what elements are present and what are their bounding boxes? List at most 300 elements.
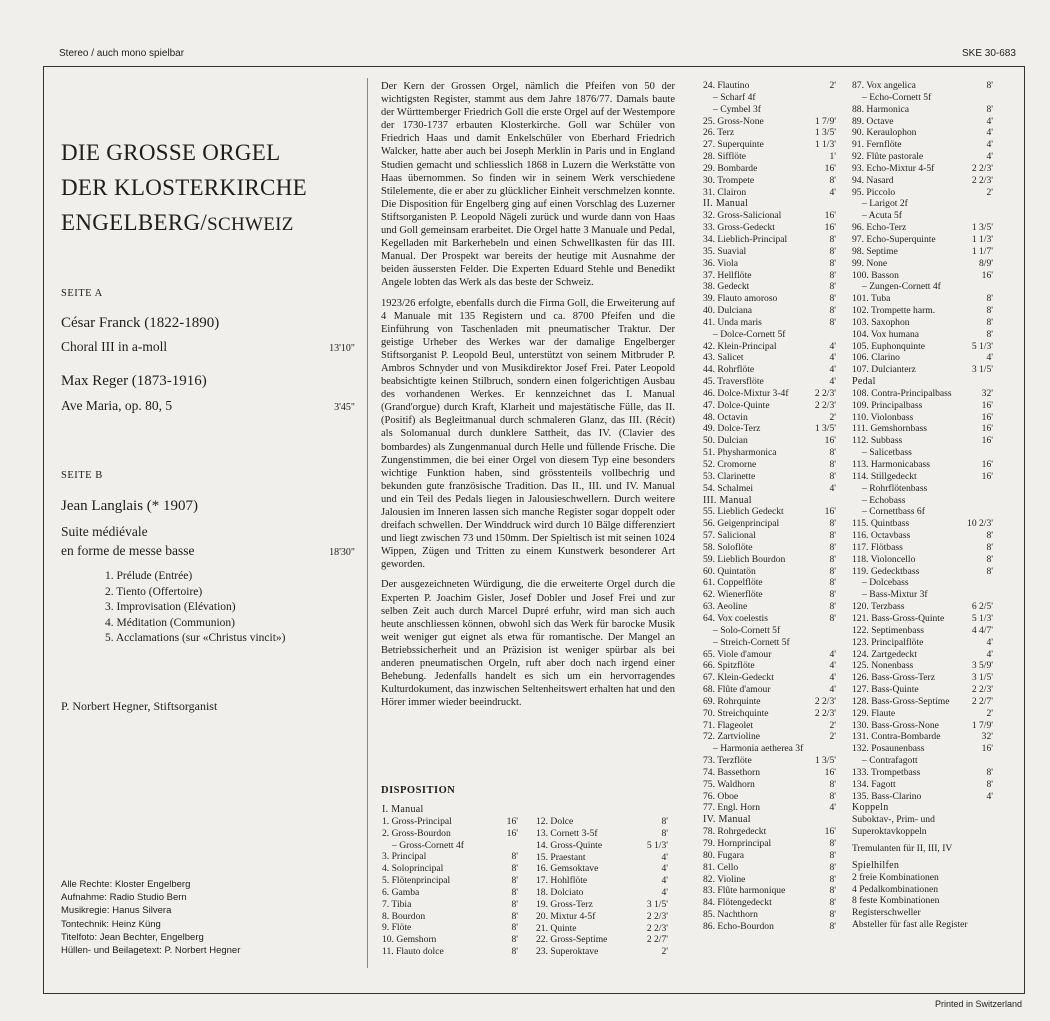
- stop-pitch: 4': [661, 875, 668, 887]
- stop-row: [852, 341, 993, 353]
- stop-row: [852, 684, 993, 696]
- stop-pitch: 2': [829, 411, 836, 423]
- stop-row: [703, 708, 836, 720]
- stop-row: [852, 542, 993, 554]
- stop-name: 104. Vox humana: [852, 328, 920, 340]
- stop-row: [703, 447, 836, 459]
- stop-row: [703, 791, 836, 803]
- stereo-note: Stereo / auch mono spielbar: [59, 48, 185, 59]
- stop-row: [852, 364, 993, 376]
- stop-row: [703, 116, 836, 128]
- stop-row: [703, 649, 836, 661]
- stop-name: 74. Bassethorn: [703, 766, 761, 778]
- movement-item: 4. Méditation (Communion): [105, 616, 236, 629]
- stop-name: 69. Rohrquinte: [703, 695, 761, 707]
- stop-name: – Salicetbass: [862, 447, 912, 459]
- stop-pitch: 8': [829, 849, 836, 861]
- stop-row: [852, 483, 993, 495]
- stop-pitch: 1 1/3': [814, 139, 836, 151]
- stop-pitch: 2': [829, 719, 836, 731]
- stop-row: [703, 471, 836, 483]
- stop-name: 135. Bass-Clarino: [852, 790, 922, 802]
- stop-name: 39. Flauto amoroso: [703, 293, 778, 305]
- credits: [61, 878, 240, 957]
- stop-row: [703, 779, 836, 791]
- stop-row: [382, 851, 518, 863]
- stop-name: 114. Stillgedeckt: [852, 470, 917, 482]
- stop-row: [852, 518, 993, 530]
- stop-pitch: 1 3/5': [814, 127, 836, 139]
- stop-pitch: 4': [829, 340, 836, 352]
- stop-row: [536, 887, 668, 899]
- stop-name: 101. Tuba: [852, 293, 891, 305]
- stop-pitch: 16': [981, 459, 993, 470]
- stop-pitch: 4': [829, 648, 836, 660]
- stop-pitch: 4': [661, 887, 668, 899]
- stop-name: 22. Gross-Septime: [536, 934, 608, 946]
- stop-name: 17. Hohlflöte: [536, 875, 588, 887]
- stop-pitch: 16': [506, 827, 518, 839]
- stop-row: [852, 826, 993, 838]
- stop-pitch: 2': [829, 80, 836, 91]
- stop-pitch: 16': [981, 411, 993, 423]
- stop-row: [703, 139, 836, 151]
- stop-pitch: 8': [829, 577, 836, 589]
- stop-pitch: 2 2/7': [971, 695, 993, 707]
- stop-pitch: 4': [829, 672, 836, 684]
- stop-name: – Acuta 5f: [862, 210, 902, 222]
- stop-name: 46. Dolce-Mixtur 3-4f: [703, 387, 789, 399]
- stop-pitch: 8': [986, 541, 993, 553]
- stop-name: 76. Oboe: [703, 790, 739, 802]
- stop-name: 55. Lieblich Gedeckt: [703, 506, 784, 518]
- stop-row: [536, 899, 668, 911]
- stop-name: 26. Terz: [703, 127, 735, 139]
- stop-row: [852, 127, 993, 139]
- organist-name: P. Norbert Hegner, Stiftsorganist: [61, 699, 218, 713]
- stop-row: [852, 187, 993, 199]
- stop-name: 107. Dulcianterz: [852, 364, 916, 376]
- stop-name: 23. Superoktave: [536, 946, 599, 958]
- stop-row: [852, 412, 993, 424]
- stop-pitch: 2': [986, 186, 993, 198]
- stop-pitch: 8': [829, 245, 836, 257]
- stop-name: 35. Suavial: [703, 245, 747, 257]
- stop-row: [703, 862, 836, 874]
- stop-pitch: 2 2/3': [646, 922, 668, 934]
- stop-row: [703, 163, 836, 175]
- stop-pitch: 8': [986, 565, 993, 577]
- stop-row: [703, 838, 836, 850]
- stop-name: 28. Sifflöte: [703, 151, 746, 163]
- stop-name: 59. Lieblich Bourdon: [703, 553, 786, 565]
- stop-row: [703, 909, 836, 921]
- stop-row: [703, 80, 836, 92]
- stop-pitch: 2 2/7': [646, 934, 668, 946]
- stop-name: 118. Violoncello: [852, 553, 916, 565]
- stop-name: 92. Flûte pastorale: [852, 151, 924, 163]
- stop-row: [852, 175, 993, 187]
- division-heading: IV. Manual: [703, 814, 751, 826]
- stop-name: 95. Piccolo: [852, 186, 896, 198]
- stop-name: 82. Violine: [703, 873, 746, 885]
- stop-row: [852, 530, 993, 542]
- stop-row: [852, 589, 993, 601]
- stop-pitch: 4': [829, 186, 836, 198]
- stop-row: [852, 92, 993, 104]
- stop-row: [703, 222, 836, 234]
- stop-pitch: 4': [986, 648, 993, 660]
- stop-row: [852, 388, 993, 400]
- stop-pitch: 8': [986, 293, 993, 305]
- stop-row: [536, 840, 668, 852]
- stop-pitch: 32': [981, 387, 993, 399]
- stop-name: 34. Lieblich-Principal: [703, 233, 788, 245]
- stop-name: – Rohrflötenbass: [862, 482, 928, 494]
- stop-name: 96. Echo-Terz: [852, 222, 907, 234]
- stop-pitch: 8': [511, 898, 518, 910]
- stop-name: 29. Bombarde: [703, 162, 758, 174]
- division-heading: Pedal: [852, 376, 876, 388]
- stop-row: [703, 530, 836, 542]
- stop-name: 3. Principal: [382, 851, 427, 863]
- article-paragraph: Der Kern der Grossen Orgel, nämlich die Pfeifen von 50 der wichtigsten Register, stammt aus dem Jahre 1876/77. Damals baute der Württemberger Friedrich Goll die erste Orgel auf der Westempore der 1730-1737 erbauten Klosterkirche. Goll war Schüler von Friedrich Haas und damit Enkelschüler von Eberhard Friedrich Walcker, hatte aber auch bei Joseph Merklin in Paris und in England Studien gemacht und schliesslich 1868 in Luzern die Werkstätte von Haas übernommen. So finden wir in seinem Werk verschiedene Stilelemente, die er aber zu glücklicher Einheit verschmelzen konnte. Die Disposition für Engelberg ging auf einen Vorschlag des Luzerner Stiftsorganisten P. Leopold Nägeli zurück und wurde dann von Haas und Goll gemeinsam erarbeitet. Die Orgel hatte 3 Manuale und Pedal, Kegelladen mit Barkerhebeln und einen Schwellkasten für das III. Manual. Der Prospekt war bereits der heutige mit Ausnahme der beiden äussersten Felder. Die Experten Eduard Stehle und Benedikt Angele lobten das Werk als das beste der Schweiz.: [381, 81, 675, 289]
- stop-row: [703, 542, 836, 554]
- stop-name: 124. Zartgedeckt: [852, 648, 917, 660]
- stop-pitch: 16': [981, 743, 993, 755]
- stop-name: 119. Gedecktbass: [852, 565, 920, 577]
- stop-row: [703, 554, 836, 566]
- stop-name: 25. Gross-None: [703, 115, 764, 127]
- stop-name: 109. Principalbass: [852, 399, 923, 411]
- stop-name: 87. Vox angelica: [852, 80, 916, 91]
- stop-row: [536, 828, 668, 840]
- stop-pitch: 8': [986, 305, 993, 317]
- stop-name: 80. Fugara: [703, 849, 745, 861]
- stop-row: [536, 934, 668, 946]
- stop-row: [703, 293, 836, 305]
- stop-row: [536, 816, 668, 828]
- stop-name: 47. Dolce-Quinte: [703, 399, 770, 411]
- stop-name: 18. Dolciato: [536, 887, 584, 899]
- stop-pitch: 8': [986, 553, 993, 565]
- stop-name: Superoktavkoppeln: [852, 826, 927, 838]
- title-line-3: [61, 205, 307, 242]
- stop-name: 19. Gross-Terz: [536, 898, 593, 910]
- stop-name: 1. Gross-Principal: [382, 815, 452, 827]
- stop-pitch: 8': [511, 875, 518, 887]
- stop-row: [852, 163, 993, 175]
- catalog-number: SKE 30-683: [962, 48, 1016, 59]
- stop-row: [852, 116, 993, 128]
- stop-name: 71. Flageolet: [703, 719, 754, 731]
- stop-row: [382, 816, 518, 828]
- stop-row: [852, 720, 993, 732]
- stop-row: [852, 708, 993, 720]
- stop-name: 44. Rohrflöte: [703, 364, 755, 376]
- stop-name: 73. Terzflöte: [703, 755, 752, 767]
- stop-row: [852, 577, 993, 589]
- stop-pitch: 8': [829, 897, 836, 909]
- stop-row: [703, 767, 836, 779]
- stop-name: 112. Subbass: [852, 435, 903, 447]
- stop-row: [703, 731, 836, 743]
- stop-row: [852, 791, 993, 803]
- stop-name: 67. Klein-Gedeckt: [703, 672, 774, 684]
- stop-name: 123. Principalflöte: [852, 636, 924, 648]
- stop-name: 40. Dulciana: [703, 305, 753, 317]
- stop-pitch: 8': [829, 470, 836, 482]
- stop-pitch: 2 2/3': [814, 707, 836, 719]
- stop-row: [703, 246, 836, 258]
- stop-row: [703, 423, 836, 435]
- stop-name: 15. Praestant: [536, 851, 586, 863]
- stop-row: [703, 317, 836, 329]
- work-choral: Choral III in a-moll: [61, 339, 168, 354]
- stop-pitch: 1 7/9': [971, 719, 993, 731]
- stop-pitch: 8': [829, 885, 836, 897]
- stop-pitch: 4': [986, 636, 993, 648]
- stop-pitch: 16': [981, 399, 993, 411]
- stop-name: 61. Coppelflöte: [703, 577, 763, 589]
- stop-name: 97. Echo-Superquinte: [852, 233, 936, 245]
- stop-name: 32. Gross-Salicional: [703, 210, 782, 222]
- stop-row: [703, 175, 836, 187]
- stop-row: [852, 423, 993, 435]
- stop-row: [703, 518, 836, 530]
- stop-name: 127. Bass-Quinte: [852, 684, 919, 696]
- stop-pitch: 8': [511, 910, 518, 922]
- stop-name: 72. Zartvioline: [703, 731, 761, 743]
- stop-pitch: 2 2/3': [971, 162, 993, 174]
- stop-row: [703, 660, 836, 672]
- stop-row: [703, 755, 836, 767]
- stop-row: [703, 92, 836, 104]
- stop-pitch: 4': [829, 802, 836, 814]
- stop-row: [703, 625, 836, 637]
- stop-name: 102. Trompette harm.: [852, 305, 936, 317]
- stop-row: [852, 814, 993, 826]
- stop-pitch: 1 3/5': [814, 423, 836, 435]
- stop-row: [536, 911, 668, 923]
- stop-name: – Scharf 4f: [713, 91, 756, 103]
- stop-pitch: 8': [829, 601, 836, 613]
- stop-pitch: 4': [986, 352, 993, 364]
- stop-name: 116. Octavbass: [852, 530, 911, 542]
- stop-pitch: 8': [986, 778, 993, 790]
- disposition-column-2: [536, 816, 668, 958]
- stop-pitch: 8': [511, 863, 518, 875]
- stop-row: [852, 459, 993, 471]
- stop-name: – Gross-Cornett 4f: [392, 839, 464, 851]
- stop-pitch: 8': [661, 816, 668, 827]
- disposition-column-1: [382, 804, 518, 958]
- stop-pitch: 8': [829, 920, 836, 932]
- stop-pitch: 16': [824, 826, 836, 838]
- stop-name: 31. Clairon: [703, 186, 747, 198]
- stop-row: [852, 447, 993, 459]
- disposition-column-4: [852, 80, 993, 931]
- stop-pitch: 5 1/3': [971, 340, 993, 352]
- stop-name: 52. Cromorne: [703, 459, 757, 470]
- stop-pitch: 16': [824, 162, 836, 174]
- duration-choral: 13'10": [329, 343, 355, 354]
- stop-row: [382, 875, 518, 887]
- stop-row: [852, 104, 993, 116]
- stop-row: [703, 601, 836, 613]
- stop-name: 110. Violonbass: [852, 411, 914, 423]
- stop-name: Tremulanten für II, III, IV: [852, 843, 953, 854]
- movement-list: [105, 569, 285, 647]
- stop-name: – Bass-Mixtur 3f: [862, 589, 928, 601]
- stop-row: [852, 198, 993, 210]
- stop-row: [852, 843, 993, 855]
- stop-name: 6. Gamba: [382, 886, 420, 898]
- stop-row: [703, 341, 836, 353]
- stop-row: [852, 755, 993, 767]
- stop-row: [703, 435, 836, 447]
- stop-name: 108. Contra-Principalbass: [852, 387, 952, 399]
- stop-row: [852, 317, 993, 329]
- stop-row: [852, 305, 993, 317]
- stop-row: [703, 720, 836, 732]
- stop-row: [703, 613, 836, 625]
- composer-reger: Max Reger (1873-1916): [61, 373, 207, 389]
- stop-row: [703, 400, 836, 412]
- stop-row: [852, 222, 993, 234]
- stop-pitch: 5 1/3': [646, 839, 668, 851]
- stop-row: [703, 376, 836, 388]
- stop-name: 42. Klein-Principal: [703, 340, 777, 352]
- stop-name: 7. Tibia: [382, 898, 412, 910]
- stop-pitch: 2 2/3': [814, 695, 836, 707]
- stop-name: Suboktav-, Prim- und: [852, 814, 935, 826]
- stop-pitch: 8': [829, 530, 836, 542]
- stop-pitch: 8': [829, 873, 836, 885]
- stop-pitch: 8': [986, 530, 993, 542]
- stop-row: [703, 151, 836, 163]
- stop-pitch: 2 2/3': [646, 910, 668, 922]
- stop-row: [852, 139, 993, 151]
- stop-name: 75. Waldhorn: [703, 778, 755, 790]
- stop-row: [852, 884, 993, 896]
- stop-row: [703, 826, 836, 838]
- article-text: [381, 80, 675, 716]
- stop-row: [703, 743, 836, 755]
- stop-name: 10. Gemshorn: [382, 934, 437, 946]
- movement-item: 2. Tiento (Offertoire): [105, 585, 203, 598]
- stop-name: – Cymbel 3f: [713, 103, 761, 115]
- stop-name: 57. Salicional: [703, 530, 756, 542]
- stop-pitch: 8': [829, 518, 836, 530]
- stop-name: 63. Aeoline: [703, 601, 748, 613]
- stop-name: – Solo-Cornett 5f: [713, 624, 781, 636]
- stop-name: 53. Clarinette: [703, 470, 756, 482]
- credit-line: Aufnahme: Radio Studio Bern: [61, 892, 187, 904]
- stop-row: [536, 863, 668, 875]
- stop-pitch: 8': [829, 838, 836, 849]
- disposition-heading: DISPOSITION: [381, 785, 456, 796]
- stop-name: 49. Dolce-Terz: [703, 423, 761, 435]
- stop-row: [382, 922, 518, 934]
- stop-name: 77. Engl. Horn: [703, 802, 761, 814]
- stop-pitch: 4': [661, 851, 668, 863]
- stop-row: [382, 840, 518, 852]
- stop-pitch: 2': [661, 946, 668, 958]
- stop-name: 89. Octave: [852, 115, 894, 127]
- stop-name: 21. Quinte: [536, 922, 577, 934]
- credit-line: Hüllen- und Beilagetext: P. Norbert Hegner: [61, 945, 241, 957]
- stop-name: 2. Gross-Bourdon: [382, 827, 451, 839]
- stop-row: [852, 637, 993, 649]
- stop-pitch: 8/9': [979, 257, 993, 269]
- stop-name: 86. Echo-Bourdon: [703, 920, 774, 932]
- stop-name: – Harmonia aetherea 3f: [713, 743, 804, 755]
- duration-suite: 18'30": [329, 547, 355, 558]
- stop-row: [852, 554, 993, 566]
- stop-pitch: 16': [824, 210, 836, 222]
- stop-name: – Zungen-Cornett 4f: [862, 281, 941, 293]
- stop-pitch: 8': [829, 316, 836, 328]
- stop-pitch: 4': [986, 127, 993, 139]
- stop-pitch: 16': [824, 506, 836, 518]
- stop-name: 13. Cornett 3-5f: [536, 827, 598, 839]
- stop-row: [703, 210, 836, 222]
- stop-row: [852, 80, 993, 92]
- stop-row: [703, 885, 836, 897]
- stop-name: 121. Bass-Gross-Quinte: [852, 612, 945, 624]
- division-heading: I. Manual: [382, 804, 424, 815]
- stop-name: 4. Soloprincipal: [382, 863, 444, 875]
- stop-name: 129. Flaute: [852, 707, 896, 719]
- stop-row: [703, 802, 836, 814]
- stop-pitch: 16': [981, 435, 993, 447]
- stop-pitch: 3 1/5': [971, 364, 993, 376]
- stop-name: 90. Keraulophon: [852, 127, 917, 139]
- stop-pitch: 16': [824, 766, 836, 778]
- stop-pitch: 1 3/5': [971, 222, 993, 234]
- stop-row: [703, 672, 836, 684]
- stop-row: [852, 660, 993, 672]
- stop-name: 8. Bourdon: [382, 910, 426, 922]
- stop-name: 58. Soloflöte: [703, 541, 753, 553]
- stop-pitch: 4': [829, 352, 836, 364]
- stop-name: 11. Flauto dolce: [382, 946, 444, 958]
- stop-row: [852, 601, 993, 613]
- stop-name: 8 feste Kombinationen: [852, 895, 940, 907]
- stop-name: 65. Viole d'amour: [703, 648, 772, 660]
- stop-name: 20. Mixtur 4-5f: [536, 910, 596, 922]
- stop-name: 115. Quintbass: [852, 518, 910, 530]
- stop-name: – Contrafagott: [862, 755, 918, 767]
- stop-name: 99. None: [852, 257, 888, 269]
- column-divider: [367, 78, 368, 968]
- stop-pitch: 8': [511, 851, 518, 863]
- stop-row: [703, 897, 836, 909]
- stop-pitch: 8': [829, 257, 836, 269]
- stop-name: 126. Bass-Gross-Terz: [852, 672, 935, 684]
- stop-name: – Larigot 2f: [862, 198, 908, 210]
- stop-row: [703, 187, 836, 199]
- stop-name: 120. Terzbass: [852, 601, 905, 613]
- stop-row: [703, 127, 836, 139]
- stop-pitch: 3 5/9': [971, 660, 993, 672]
- stop-name: 37. Hellflöte: [703, 269, 752, 281]
- stop-name: 122. Septimenbass: [852, 624, 924, 636]
- stop-name: 134. Fagott: [852, 778, 896, 790]
- stop-row: [703, 850, 836, 862]
- stop-pitch: 4 4/7': [971, 624, 993, 636]
